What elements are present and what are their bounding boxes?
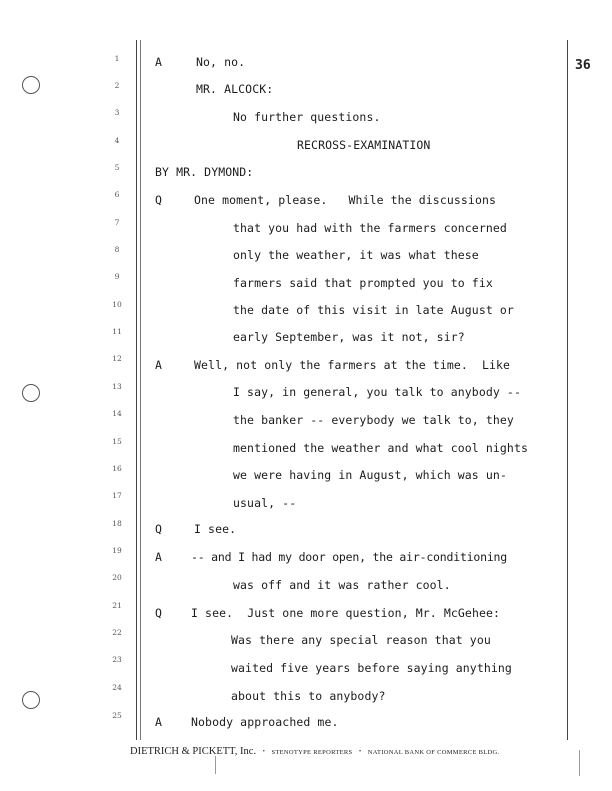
speaker-label: A	[155, 55, 162, 69]
footer-address: NATIONAL BANK OF COMMERCE BLDG.	[367, 749, 500, 756]
line-number: 2	[114, 81, 120, 90]
line-number: 22	[112, 628, 122, 637]
transcript-line: Nobody approached me.	[191, 715, 339, 729]
left-margin-rule	[136, 40, 137, 740]
transcript-line: BY MR. DYMOND:	[155, 165, 254, 179]
speaker-label: Q	[155, 606, 162, 620]
line-number: 3	[114, 108, 120, 117]
transcript-line: usual, --	[233, 496, 297, 510]
footer-service: STENOTYPE REPORTERS	[271, 749, 353, 756]
transcript-line: I say, in general, you talk to anybody --	[233, 385, 521, 399]
transcript-line: the banker -- everybody we talk to, they	[233, 413, 514, 427]
line-number: 8	[114, 245, 120, 254]
transcript-line: -- and I had my door open, the air-conditioning	[191, 550, 508, 564]
line-number: 17	[112, 491, 122, 500]
binder-hole-top	[22, 76, 40, 94]
transcript-line: the date of this visit in late August or	[233, 303, 514, 317]
line-number: 24	[112, 683, 122, 692]
right-margin-rule	[567, 40, 568, 740]
binder-hole-middle	[22, 384, 40, 402]
transcript-line: only the weather, it was what these	[233, 248, 479, 262]
speaker-label: Q	[155, 522, 162, 536]
transcript-line: about this to anybody?	[231, 689, 386, 703]
footer-separator: •	[262, 748, 265, 755]
transcript-line: farmers said that prompted you to fix	[233, 276, 493, 290]
line-number: 23	[112, 655, 122, 664]
line-number: 15	[112, 437, 122, 446]
transcript-line: Was there any special reason that you	[231, 633, 491, 647]
transcript-line: MR. ALCOCK:	[196, 82, 274, 96]
transcript-line: I see.	[194, 522, 237, 536]
left-margin-rule-inner	[140, 40, 141, 740]
line-number: 10	[112, 300, 122, 309]
scan-mark	[215, 756, 216, 774]
line-number: 21	[112, 601, 122, 610]
line-number: 9	[114, 272, 120, 281]
footer-separator: •	[359, 748, 362, 755]
transcript-line: was off and it was rather cool.	[233, 578, 451, 592]
transcript-line: mentioned the weather and what cool nights	[233, 441, 528, 455]
transcript-line: waited five years before saying anything	[231, 661, 512, 675]
reporter-footer	[130, 746, 570, 757]
line-number: 25	[112, 711, 122, 720]
line-number: 4	[114, 136, 120, 145]
transcript-line: No further questions.	[233, 110, 381, 124]
line-number: 14	[112, 409, 122, 418]
footer-company: DIETRICH & PICKETT, Inc.	[130, 746, 257, 757]
line-number: 12	[112, 354, 122, 363]
line-number: 6	[114, 190, 120, 199]
line-number: 5	[114, 163, 120, 172]
transcript-line: early September, was it not, sir?	[233, 330, 465, 344]
speaker-label: A	[155, 715, 162, 729]
transcript-line: Well, not only the farmers at the time. Like	[194, 358, 511, 372]
speaker-label: Q	[155, 193, 162, 207]
line-number: 13	[112, 382, 122, 391]
scan-mark	[579, 750, 580, 776]
line-number: 19	[112, 546, 122, 555]
line-number: 20	[112, 573, 122, 582]
binder-hole-bottom	[22, 691, 40, 709]
transcript-line: No, no.	[196, 55, 246, 69]
section-heading: RECROSS-EXAMINATION	[297, 138, 431, 152]
speaker-label: A	[155, 550, 162, 564]
transcript-line: I see. Just one more question, Mr. McGehee:	[191, 606, 501, 620]
line-number: 18	[112, 519, 122, 528]
line-number: 1	[114, 54, 120, 63]
speaker-label: A	[155, 358, 162, 372]
transcript-line: we were having in August, which was un-	[233, 468, 507, 482]
transcript-line: that you had with the farmers concerned	[233, 221, 507, 235]
transcript-line: One moment, please. While the discussions	[194, 193, 497, 207]
line-number: 11	[112, 327, 122, 336]
line-number: 16	[112, 464, 122, 473]
line-number: 7	[114, 218, 120, 227]
page-number: 36	[575, 58, 591, 73]
